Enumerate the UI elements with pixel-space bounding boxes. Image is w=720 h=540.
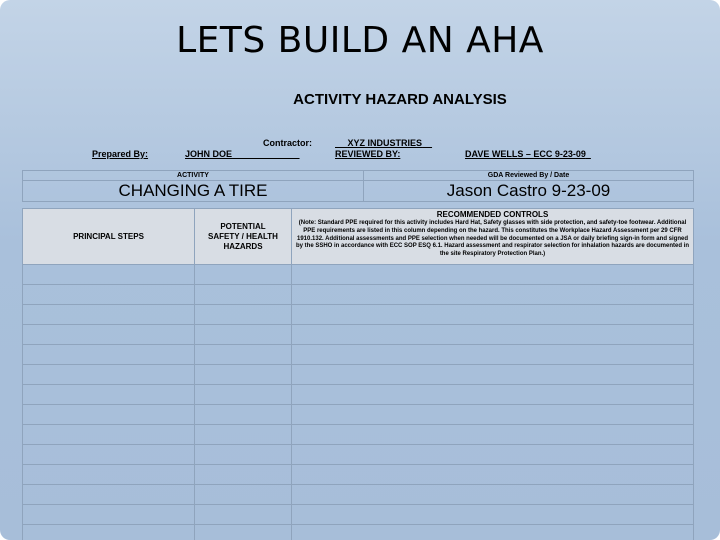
table-row <box>23 445 694 465</box>
step-cell <box>23 325 195 345</box>
prepared-by-value: JOHN DOE <box>185 149 233 159</box>
control-cell <box>292 345 694 365</box>
step-cell <box>23 525 195 540</box>
hazard-cell <box>195 285 292 305</box>
table-row <box>23 525 694 540</box>
table-row <box>23 325 694 345</box>
step-cell <box>23 385 195 405</box>
table-row <box>23 485 694 505</box>
step-cell <box>23 285 195 305</box>
hazard-cell <box>195 325 292 345</box>
hazard-cell <box>195 365 292 385</box>
control-cell <box>292 525 694 540</box>
table-row <box>23 425 694 445</box>
reviewed-by-label: REVIEWED BY: <box>335 149 401 159</box>
hazard-cell <box>195 525 292 540</box>
hazard-cell <box>195 445 292 465</box>
hazard-table-header <box>23 209 694 265</box>
table-row <box>23 345 694 365</box>
contractor-value: XYZ INDUSTRIES <box>347 138 423 148</box>
table-row <box>23 405 694 425</box>
hazard-cell <box>195 305 292 325</box>
gda-label: GDA Reviewed By / Date <box>364 171 694 181</box>
activity-table <box>22 170 694 202</box>
hazard-cell <box>195 485 292 505</box>
table-row <box>23 265 694 285</box>
control-cell <box>292 305 694 325</box>
recommended-controls-note: (Note: Standard PPE required for this activity includes Hard Hat, Safety glasses with side protection, and safety-toe footwear. Additional PPE requirements are listed in this column depending on the hazard. This constitutes the Workplace Hazard Assessment per 29 CFR 1910.132. Additional assessments and PPE selection when needed will be documented on a JSA or daily briefing sign-in form and signed by the SSHO in accordance with ECC SOP ESQ 6.1. Hazard assessment and respirator selection for inhalation hazards are documented in the site Respiratory Protection Plan.) <box>296 220 690 258</box>
control-cell <box>292 405 694 425</box>
hazard-cell <box>195 265 292 285</box>
table-row <box>23 385 694 405</box>
hazard-cell <box>195 385 292 405</box>
hazard-cell <box>195 345 292 365</box>
step-cell <box>23 345 195 365</box>
table-row <box>23 465 694 485</box>
step-cell <box>23 425 195 445</box>
step-cell <box>23 405 195 425</box>
form-heading: ACTIVITY HAZARD ANALYSIS <box>293 91 507 108</box>
prepared-row <box>0 149 720 161</box>
table-row <box>23 305 694 325</box>
hazard-cell <box>195 425 292 445</box>
control-cell <box>292 465 694 485</box>
control-cell <box>292 445 694 465</box>
control-cell <box>292 365 694 385</box>
prepared-by-label: Prepared By: <box>92 149 149 159</box>
hazard-cell <box>195 405 292 425</box>
step-cell <box>23 505 195 525</box>
recommended-controls-header <box>292 209 694 265</box>
slide-title: LETS BUILD AN AHA <box>176 20 544 61</box>
table-row <box>23 285 694 305</box>
control-cell <box>292 325 694 345</box>
step-cell <box>23 485 195 505</box>
reviewed-by-value: DAVE WELLS – ECC 9-23-09 <box>465 149 586 159</box>
control-cell <box>292 265 694 285</box>
table-row <box>23 365 694 385</box>
activity-label: ACTIVITY <box>23 171 364 181</box>
table-row <box>23 505 694 525</box>
recommended-controls-title: RECOMMENDED CONTROLS <box>436 210 549 219</box>
hazard-cell <box>195 465 292 485</box>
hazard-cell <box>195 505 292 525</box>
hazards-header: POTENTIAL SAFETY / HEALTH HAZARDS <box>195 209 292 265</box>
control-cell <box>292 505 694 525</box>
contractor-label: Contractor: <box>263 138 312 148</box>
control-cell <box>292 385 694 405</box>
principal-steps-header: PRINCIPAL STEPS <box>23 209 195 265</box>
gda-value: Jason Castro 9-23-09 <box>364 181 694 202</box>
step-cell <box>23 445 195 465</box>
hazard-table <box>22 208 694 540</box>
control-cell <box>292 285 694 305</box>
activity-value: CHANGING A TIRE <box>23 181 364 202</box>
step-cell <box>23 365 195 385</box>
control-cell <box>292 425 694 445</box>
control-cell <box>292 485 694 505</box>
step-cell <box>23 465 195 485</box>
blank-rows <box>23 265 694 540</box>
step-cell <box>23 305 195 325</box>
step-cell <box>23 265 195 285</box>
